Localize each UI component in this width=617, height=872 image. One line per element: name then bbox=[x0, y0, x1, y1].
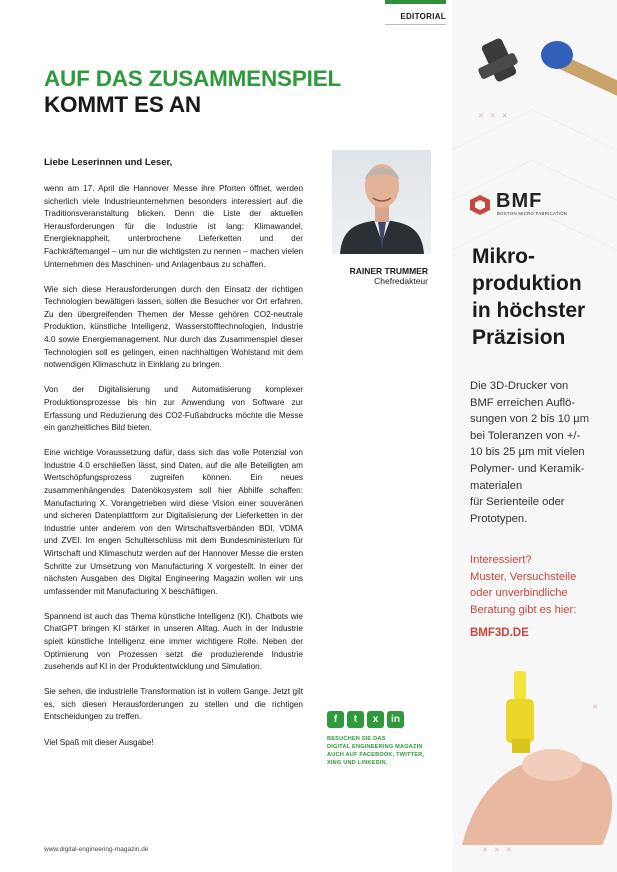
ad-marker: ✕ bbox=[592, 704, 604, 711]
ad-headline bbox=[472, 243, 612, 351]
ad-headline-line: in höchster bbox=[472, 299, 586, 322]
footer-url[interactable]: www.digital-engineering-magazin.de bbox=[44, 846, 149, 853]
paragraph: Viel Spaß mit dieser Ausgabe! bbox=[44, 737, 154, 747]
author-block bbox=[320, 266, 428, 286]
paragraph: Eine wichtige Voraussetzung dafür, dass sich das volle Potenzial von Industrie 4.0 erschließen lässt, sind Daten, auf die alle Beteiligten am Wertschöpfungsprozess zugreifen können. Ein neues zusammenhängendes Datenökosystem soll hier Abhilfe schaffen: Manufacturing X. Vorangetrieben wird diese Vision einer souveränen und sicheren Datenplattform zur Digitalisierung der Lieferketten in der Industrie unter anderem von den Wirtschaftsverbänden BDI, VDMA und ZVEI. Im engen Schulterschluss mit dem Bundesministerium für Wirtschaft und Klimaschutz werden auf der Hannover Messe die ersten Schritte zur Umsetzung von Manufacturing X vorgestellt. In einer der nächsten Ausgaben des Digital Engineering Magazin wollen wir uns umfassender mit Manufacturing X beschäftigen. bbox=[44, 448, 303, 596]
paragraph: Von der Digitalisierung und Automatisierung komplexer Produktionsprozesse bis hin zur Anwendung von Software zur Erfassung und Reduzierung des CO2-Fußabdrucks möchte die Messe ein ganzheitliches Bild bieten. bbox=[44, 385, 303, 433]
ad-body-line: BMF erreichen Auflö- bbox=[470, 396, 576, 409]
ad-cta-line: oder unverbindliche bbox=[470, 587, 568, 600]
facebook-icon[interactable]: f bbox=[327, 711, 344, 728]
section-tag-bar bbox=[385, 0, 446, 4]
section-tag: EDITORIAL bbox=[400, 12, 446, 21]
ad-cta-line: Interessiert? bbox=[470, 554, 532, 566]
paragraph: wenn am 17. April die Hannover Messe ihre Pforten öffnet, werden sicherlich viele Industrieunternehmen besonders interessiert auf die Traditionsveranstaltung blicken. Denn die Liste der aktuellen Herausforderungen für die Industrie ist lang: Klimawandel, Energieknappheit, unterbrochene Lieferketten und der Fachkräftemangel – um nur die wichtigsten zu nennen – machen vielen Unternehmen des Maschinen- und Anlagenbaus zu schaffen. bbox=[44, 184, 303, 269]
social-note-line: BESUCHEN SIE DAS bbox=[327, 736, 386, 742]
salutation: Liebe Leserinnen und Leser, bbox=[44, 157, 173, 168]
ad-marker: ✕✕✕ bbox=[478, 113, 514, 120]
social-links bbox=[327, 711, 404, 728]
match-and-part-image bbox=[452, 0, 617, 130]
social-note bbox=[327, 735, 437, 767]
author-name: RAINER TRUMMER bbox=[349, 266, 428, 276]
section-rule bbox=[385, 24, 446, 25]
ad-body-line: für Serienteile oder bbox=[470, 496, 565, 509]
ad-brand: BMF bbox=[496, 190, 543, 212]
social-note-line: AUCH AUF FACEBOOK, TWITTER, bbox=[327, 752, 425, 758]
title-line-2: KOMMT ES AN bbox=[44, 92, 201, 117]
xing-icon[interactable]: x bbox=[367, 711, 384, 728]
ad-body-line: sungen von 2 bis 10 µm bbox=[470, 413, 590, 426]
author-photo bbox=[332, 150, 431, 254]
ad-brand-sub: BOSTON MICRO FABRICATION bbox=[497, 211, 568, 216]
title-line-1: AUF DAS ZUSAMMENSPIEL bbox=[44, 66, 342, 91]
ad-headline-line: produktion bbox=[472, 272, 582, 295]
article-body bbox=[44, 183, 303, 762]
ad-body-line: bei Toleranzen von +/- bbox=[470, 429, 581, 442]
ad-cta-line: Beratung gibt es hier: bbox=[470, 603, 577, 616]
paragraph: Spannend ist auch das Thema künstliche Intelligenz (KI). Chatbots wie ChatGPT bringen KI stärker in unseren Alltag. Auch in der Industrie spielt künstliche Intelligenz eine immer wichtigere Rolle. Neben der Optimierung von Prozessen setzt die produzierende Industrie zusehends auf KI in der Produktentwicklung und Simulation. bbox=[44, 611, 303, 672]
social-note-line: DIGITAL ENGINEERING MAGAZIN bbox=[327, 744, 423, 750]
ad-body-line: Die 3D-Drucker von bbox=[470, 380, 569, 392]
ad-body bbox=[470, 378, 610, 527]
ad-headline-line: Präzision bbox=[472, 326, 566, 349]
ad-body-line: materialen bbox=[470, 479, 523, 492]
paragraph: Wie sich diese Herausforderungen durch den Einsatz der richtigen Technologien bewältigen lassen, sollen die Besucher vor Ort erfahren. Zu den übergreifenden Themen der Messe gehören CO2-neutrale Produktion, künstliche Intelligenz, Wasserstofftechnologien, Industrie 4.0 sowie Energiemanagement. Nur durch das Zusammenspiel dieser Technologien soll es gelingen, einen nachhaltigen Wohlstand mit dem notwendigen Klimaschutz in Einklang zu bringen. bbox=[44, 284, 303, 370]
ad-cta-line: Muster, Versuchsteile bbox=[470, 570, 577, 583]
advertisement[interactable] bbox=[452, 0, 617, 872]
fingertip-with-part-image bbox=[452, 655, 617, 872]
author-role: Chefredakteur bbox=[374, 276, 428, 286]
ad-body-line: 10 bis 25 µm mit vielen bbox=[470, 446, 585, 459]
twitter-icon[interactable]: t bbox=[347, 711, 364, 728]
author-portrait-image bbox=[332, 150, 431, 254]
ad-marker: ✕✕✕ bbox=[482, 847, 518, 854]
ad-body-line: Polymer- und Keramik- bbox=[470, 462, 585, 475]
ad-body-line: Prototypen. bbox=[470, 512, 528, 525]
social-note-line: XING UND LINKEDIN. bbox=[327, 760, 388, 766]
bmf-logo-icon bbox=[469, 194, 491, 216]
linkedin-icon[interactable]: in bbox=[387, 711, 404, 728]
ad-url-link[interactable]: BMF3D.DE bbox=[470, 627, 529, 639]
paragraph: Sie sehen, die industrielle Transformation ist in vollem Gange. Jetzt gilt es, sich diesen Herausforderungen zu stellen und die richtigen Entscheidungen zu treffen. bbox=[44, 687, 303, 722]
ad-cta bbox=[470, 552, 610, 618]
ad-headline-line: Mikro- bbox=[472, 245, 535, 268]
article-title bbox=[44, 66, 341, 118]
